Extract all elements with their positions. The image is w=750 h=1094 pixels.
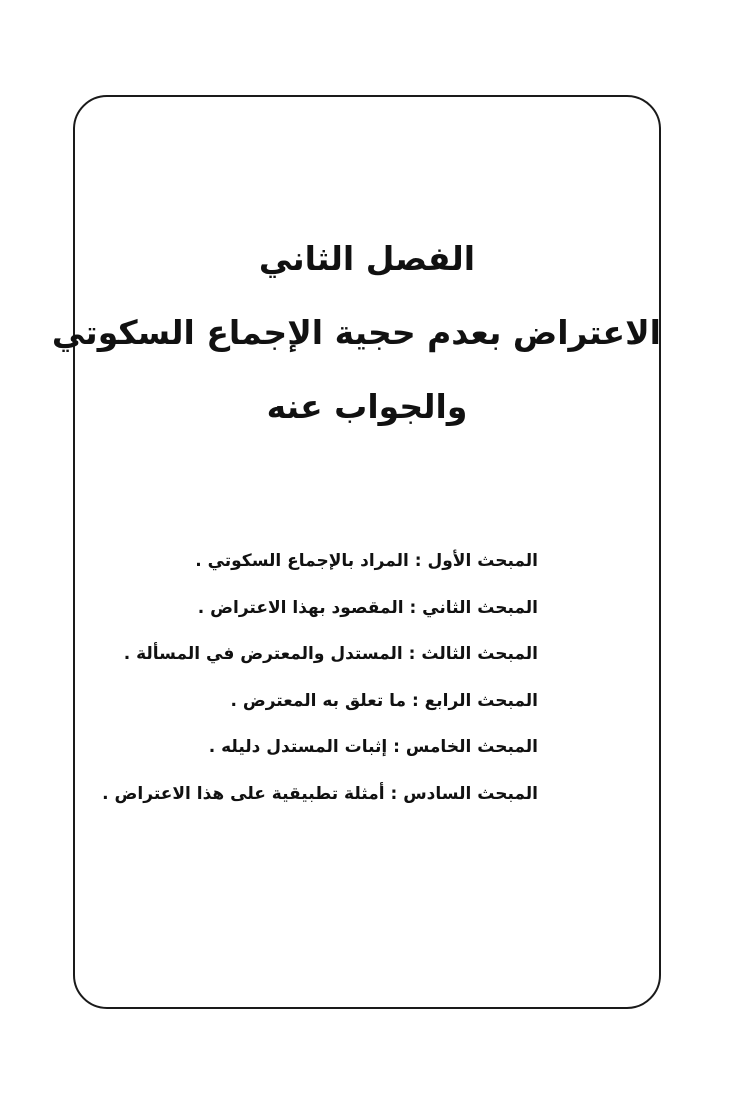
chapter-title-line-1: الاعتراض بعدم حجية الإجماع السكوتي xyxy=(51,313,661,352)
chapter-heading xyxy=(51,222,661,444)
section-list xyxy=(102,538,538,817)
chapter-number: الفصل الثاني xyxy=(258,239,476,278)
section-item-5: المبحث الخامس : إثبات المستدل دليله . xyxy=(208,737,538,757)
section-item-3: المبحث الثالث : المستدل والمعترض في المسألة . xyxy=(123,644,538,664)
section-item-2: المبحث الثاني : المقصود بهذا الاعتراض . xyxy=(197,597,538,618)
section-item-1: المبحث الأول : المراد بالإجماع السكوتي . xyxy=(195,551,538,571)
section-item-6: المبحث السادس : أمثلة تطبيقية على هذا الاعتراض . xyxy=(102,783,538,804)
section-item-4: المبحث الرابع : ما تعلق به المعترض . xyxy=(230,690,538,711)
chapter-title-line-2: والجواب عنه xyxy=(266,387,468,426)
